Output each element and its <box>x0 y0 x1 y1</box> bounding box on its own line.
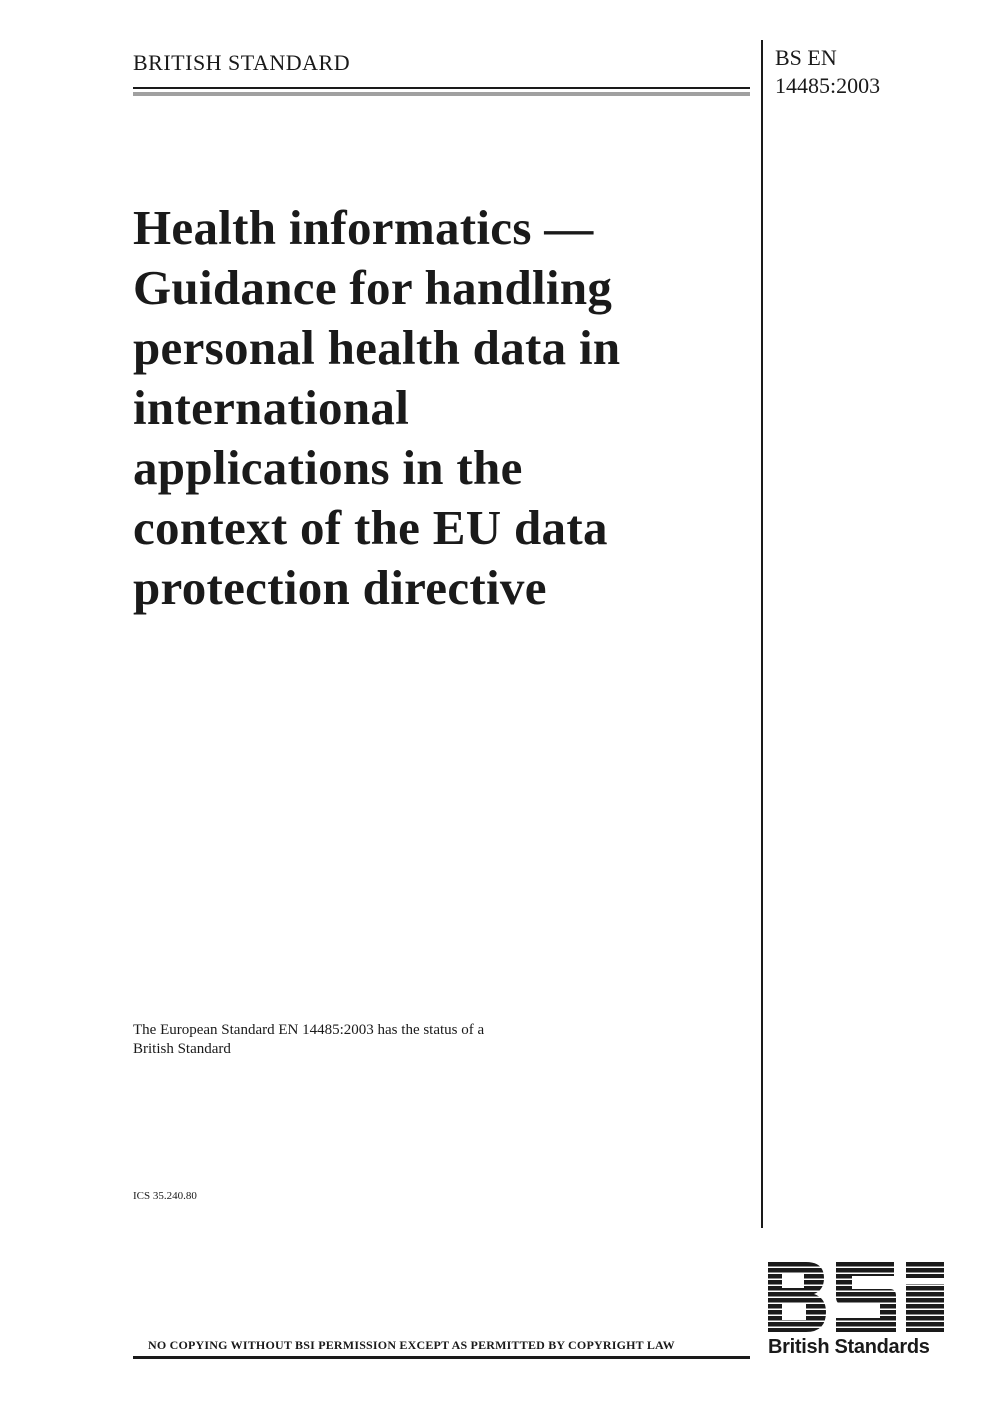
title-line: Guidance for handling <box>133 260 613 315</box>
title-line: international <box>133 380 410 435</box>
bsi-logo <box>768 1262 946 1359</box>
header-rule-gray <box>133 92 750 96</box>
status-note-line-1: The European Standard EN 14485:2003 has the status of a <box>133 1022 485 1038</box>
header-rules <box>133 87 750 96</box>
title-line: applications in the <box>133 440 523 495</box>
title-line: protection directive <box>133 560 547 615</box>
title-line: context of the EU data <box>133 500 608 555</box>
ics-code: ICS 35.240.80 <box>133 1190 197 1202</box>
document-title <box>133 198 753 618</box>
vertical-divider <box>761 40 763 1228</box>
series-label: BRITISH STANDARD <box>133 50 351 75</box>
title-line: Health informatics — <box>133 200 594 255</box>
standard-number-line-2: 14485:2003 <box>775 73 881 98</box>
status-note-line-2: British Standard <box>133 1041 231 1057</box>
standard-number <box>775 44 880 100</box>
header-rule-top <box>133 87 750 89</box>
title-line: personal health data in <box>133 320 621 375</box>
footer-rule <box>133 1356 750 1359</box>
standard-number-line-1: BS EN <box>775 45 837 70</box>
bsi-tagline: British Standards <box>768 1336 930 1358</box>
status-note <box>133 1021 603 1059</box>
bsi-logo-mark-icon <box>768 1262 944 1332</box>
copyright-notice: NO COPYING WITHOUT BSI PERMISSION EXCEPT AS PERMITTED BY COPYRIGHT LAW <box>148 1338 675 1352</box>
